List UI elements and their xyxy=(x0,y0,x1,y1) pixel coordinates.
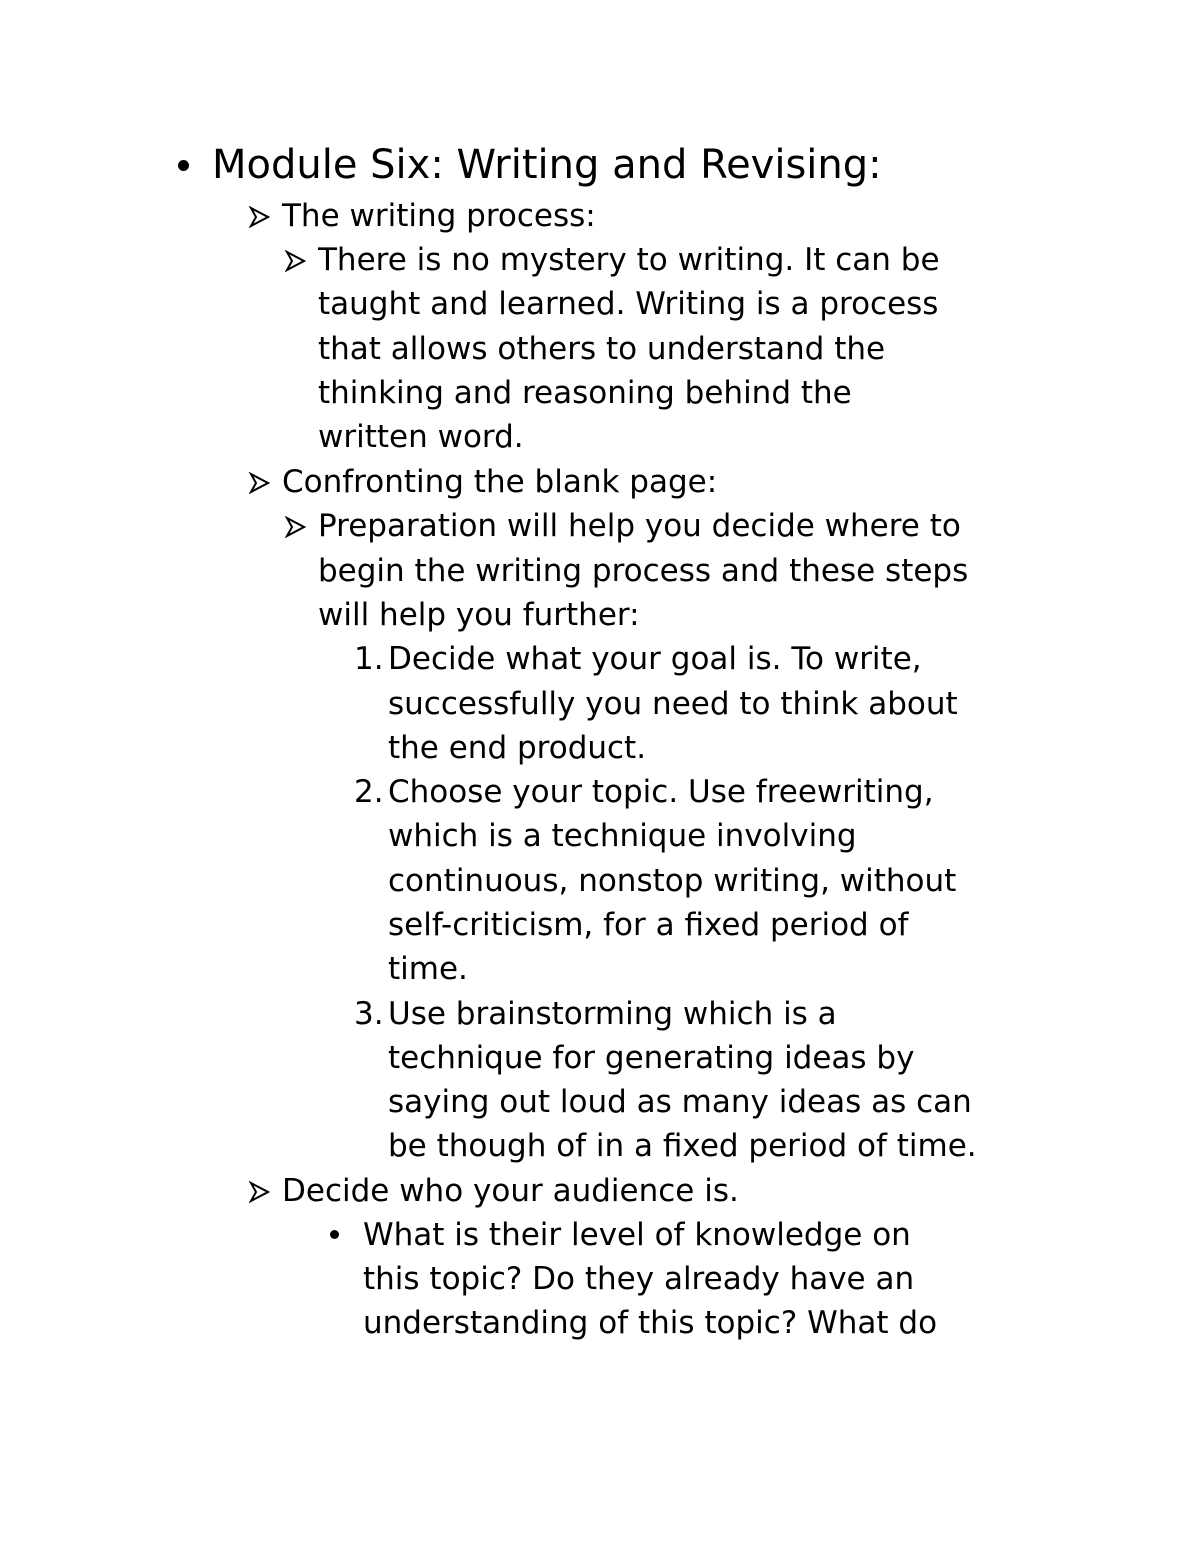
paragraph-line: that allows others to understand the xyxy=(318,331,886,367)
section-heading-audience: Decide who your audience is. xyxy=(282,1173,739,1209)
step-line: time. xyxy=(388,951,468,987)
step-line: technique for generating ideas by xyxy=(388,1040,915,1076)
page-title: Module Six: Writing and Revising: xyxy=(212,142,882,188)
paragraph-line: There is no mystery to writing. It can be xyxy=(318,242,940,278)
paragraph-line: taught and learned. Writing is a process xyxy=(318,286,939,322)
paragraph-line: What is their level of knowledge on xyxy=(363,1217,911,1253)
step-line: Choose your topic. Use freewriting, xyxy=(388,774,934,810)
step-line: Use brainstorming which is a xyxy=(388,996,837,1032)
paragraph-line: will help you further: xyxy=(318,597,640,633)
step-number: 3. xyxy=(354,996,384,1032)
arrow-bullet-icon xyxy=(284,516,306,538)
paragraph-line: this topic? Do they already have an xyxy=(363,1261,915,1297)
step-number: 1. xyxy=(354,641,384,677)
step-number: 2. xyxy=(354,774,384,810)
step-line: saying out loud as many ideas as can xyxy=(388,1084,972,1120)
section-heading-writing-process: The writing process: xyxy=(282,198,596,234)
arrow-bullet-icon xyxy=(248,1181,270,1203)
paragraph-line: thinking and reasoning behind the xyxy=(318,375,852,411)
step-line: self-criticism, for a fixed period of xyxy=(388,907,909,943)
step-line: which is a technique involving xyxy=(388,818,857,854)
arrow-bullet-icon xyxy=(248,472,270,494)
step-line: successfully you need to think about xyxy=(388,686,958,722)
bullet-icon xyxy=(330,1230,339,1239)
step-line: continuous, nonstop writing, without xyxy=(388,863,957,899)
step-line: Decide what your goal is. To write, xyxy=(388,641,922,677)
step-line: be though of in a fixed period of time. xyxy=(388,1128,977,1164)
step-line: the end product. xyxy=(388,730,647,766)
title-bullet-icon xyxy=(178,160,189,171)
paragraph-line: Preparation will help you decide where to xyxy=(318,508,961,544)
paragraph-line: understanding of this topic? What do xyxy=(363,1305,938,1341)
arrow-bullet-icon xyxy=(248,206,270,228)
section-heading-blank-page: Confronting the blank page: xyxy=(282,464,718,500)
paragraph-line: begin the writing process and these steps xyxy=(318,553,969,589)
paragraph-line: written word. xyxy=(318,419,524,455)
arrow-bullet-icon xyxy=(284,250,306,272)
